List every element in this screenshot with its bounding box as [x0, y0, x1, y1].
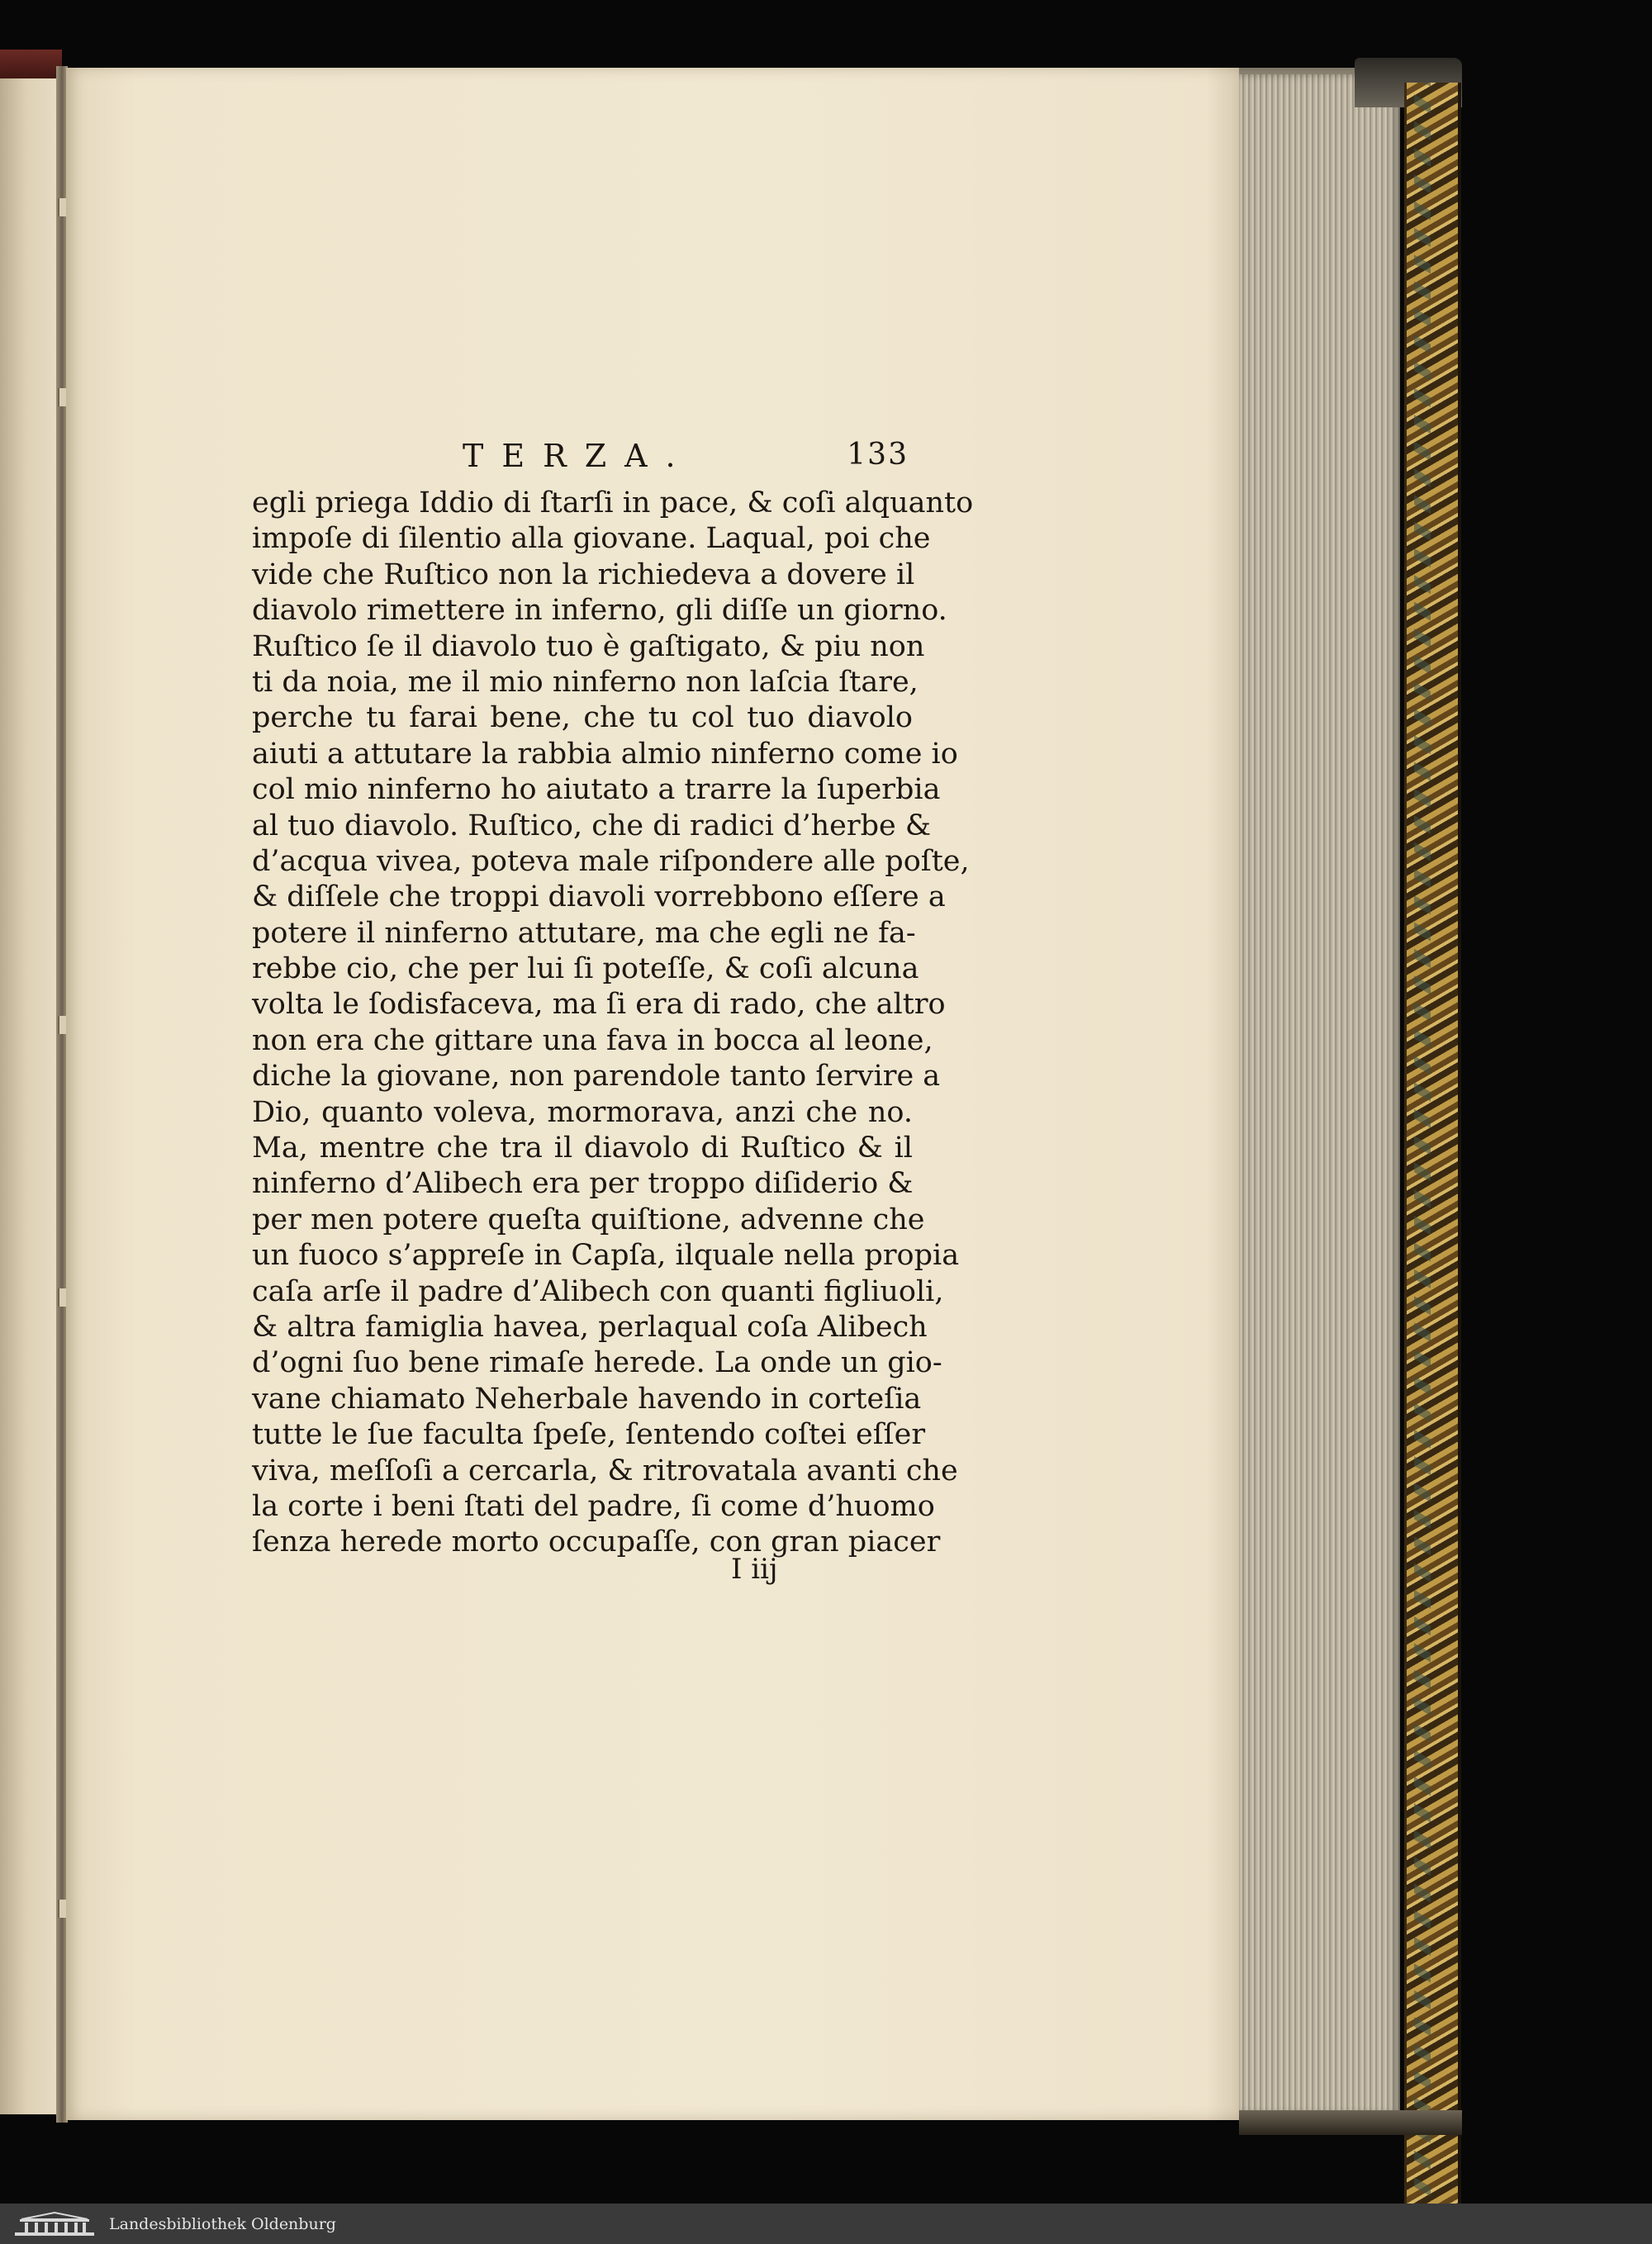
library-building-icon [13, 2211, 96, 2237]
text-line: al tuo diavolo. Ruſtico, che di radici d’herbe & [252, 809, 931, 842]
text-line: caſa arſe il padre d’Alibech con quanti figliuoli, [252, 1274, 944, 1308]
text-line: egli priega Iddio di ſtarſi in pace, & coſi alquanto [252, 486, 974, 519]
previous-page-sliver [0, 78, 64, 2114]
text-line: & altra famiglia havea, perlaqual coſa Alibech [252, 1310, 928, 1344]
left-cover-edge [0, 50, 62, 83]
text-line: perche tu farai bene, che tu col tuo diavolo [252, 701, 913, 735]
text-line: non era che gittare una fava in bocca al leone, [252, 1023, 933, 1057]
text-line: & diſſele che troppi diavoli vorrebbono eſſere a [252, 880, 946, 914]
signature-mark: I iij [731, 1553, 778, 1586]
library-name: Landesbibliothek Oldenburg [109, 2215, 336, 2233]
spine-ornament [1414, 83, 1431, 2204]
text-line: d’acqua vivea, poteva male riſpondere alle poſte, [252, 844, 970, 878]
text-line: potere il ninferno attutare, ma che egli ne fa- [252, 916, 916, 950]
text-line: la corte i beni ſtati del padre, ſi come d’huomo [252, 1489, 935, 1523]
page-edges-stack [1239, 74, 1400, 2114]
text-line: tutte le ſue faculta ſpeſe, ſentendo coſtei eſſer [252, 1418, 926, 1452]
text-line: rebbe cio, che per lui ſi poteſſe, & coſi alcuna [252, 952, 919, 986]
text-line: ti da noia, me il mio ninferno non laſcia ſtare, [252, 665, 919, 699]
text-line: ſenza herede morto occupaſſe, con gran piacer [252, 1525, 941, 1559]
running-head-title: TERZA. [463, 438, 694, 474]
text-line: vane chiamato Neherbale havendo in corteſia [252, 1382, 922, 1416]
text-line: vide che Ruſtico non la richiedeva a dovere il [252, 557, 915, 591]
text-line: Dio, quanto voleva, mormorava, anzi che no. [252, 1095, 913, 1129]
text-body [252, 486, 974, 1561]
text-line: diavolo rimettere in inferno, gli diſſe un giorno. [252, 594, 947, 628]
page-number: 133 [847, 438, 909, 472]
text-line: ninferno d’Alibech era per troppo diſiderio & [252, 1167, 914, 1201]
text-line: viva, meſſoſi a cercarla, & ritrovatala avanti che [252, 1454, 958, 1487]
text-line: d’ogni ſuo bene rimaſe herede. La onde un gio- [252, 1346, 942, 1380]
page-shadow [1206, 68, 1239, 2120]
text-line: per men potere queſta quiſtione, advenne che [252, 1203, 925, 1236]
footer-bar [0, 2204, 1652, 2244]
text-line: diche la giovane, non parendole tanto ſervire a [252, 1060, 941, 1094]
text-line: volta le ſodisfaceva, ma ſi era di rado, che altro [252, 988, 946, 1022]
text-line: impoſe di ſilentio alla giovane. Laqual, poi che [252, 522, 931, 556]
running-head [463, 438, 909, 479]
gilt-spine [1404, 83, 1461, 2204]
cover-bottom-edge [1239, 2110, 1462, 2135]
text-line: aiuti a attutare la rabbia almio ninferno come io [252, 737, 958, 771]
text-line: Ma, mentre che tra il diavolo di Ruſtico & il [252, 1131, 913, 1165]
text-line: un fuoco s’appreſe in Capſa, ilquale nella propia [252, 1239, 960, 1273]
text-line: col mio ninferno ho aiutato a trarre la ſuperbia [252, 773, 941, 807]
text-line: Ruſtico ſe il diavolo tuo è gaſtigato, & piu non [252, 629, 925, 663]
